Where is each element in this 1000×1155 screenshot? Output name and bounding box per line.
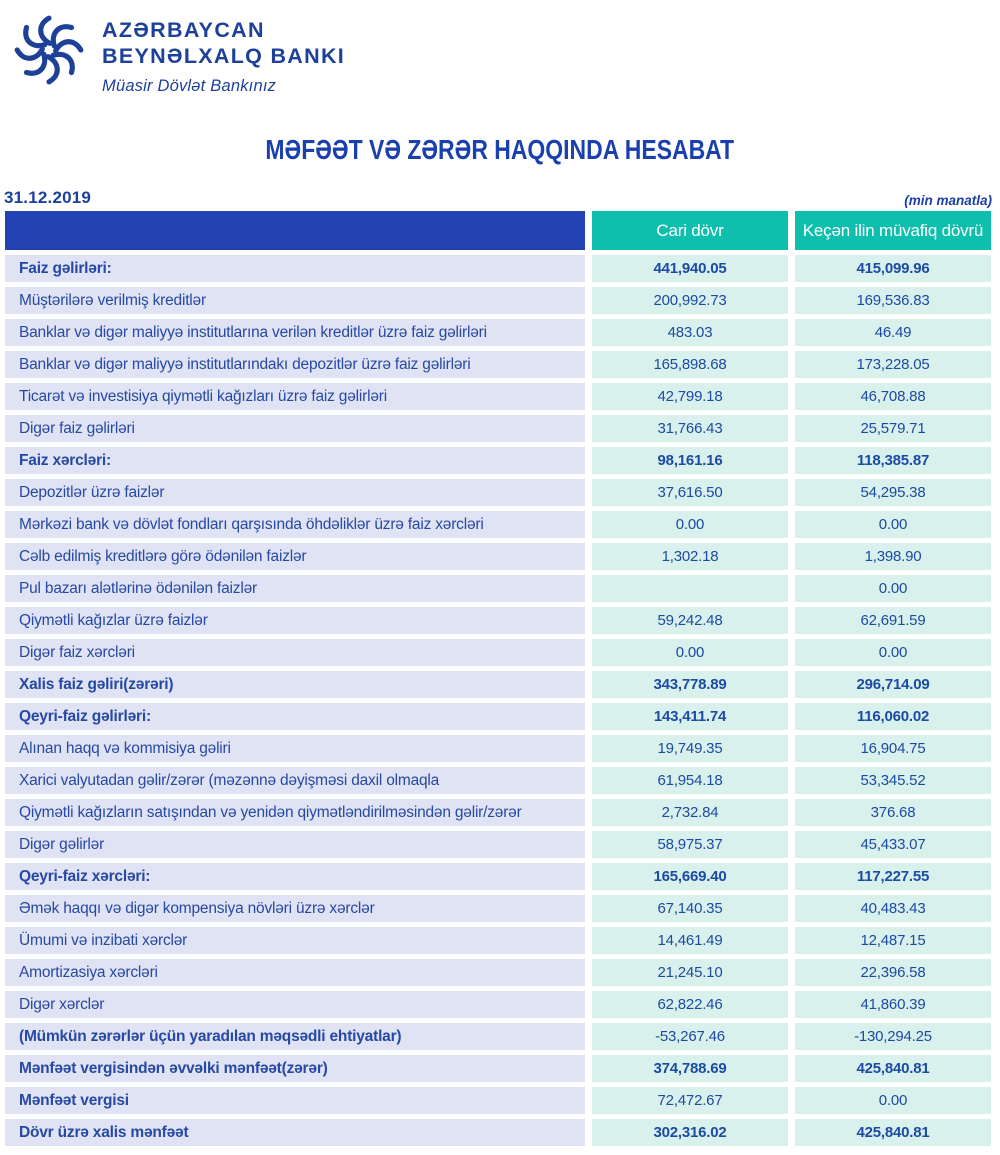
bank-name <box>102 18 345 70</box>
table-row <box>5 799 991 826</box>
bank-tagline: Müasir Dövlət Bankınız <box>102 76 277 95</box>
table-row <box>5 1087 991 1114</box>
row-label: Depozitlər üzrə faizlər <box>5 479 585 506</box>
table-row <box>5 735 991 762</box>
column-header-current: Cari dövr <box>592 211 788 250</box>
bank-logo-knot-icon <box>12 8 86 92</box>
row-label: Ümumi və inzibati xərclər <box>5 927 585 954</box>
row-value-previous: 16,904.75 <box>795 735 991 762</box>
table-body <box>5 255 991 1146</box>
row-value-current: 59,242.48 <box>592 607 788 634</box>
column-header-empty <box>5 211 585 250</box>
row-label: (Mümkün zərərlər üçün yaradılan məqsədli ehtiyatlar) <box>5 1023 585 1050</box>
table-row <box>5 671 991 698</box>
row-value-current: 72,472.67 <box>592 1087 788 1114</box>
table-row <box>5 255 991 282</box>
row-value-current: 37,616.50 <box>592 479 788 506</box>
row-value-previous: 46,708.88 <box>795 383 991 410</box>
row-label: Qiymətli kağızların satışından və yenidən qiymətləndirilməsindən gəlir/zərər <box>5 799 585 826</box>
row-value-current: 21,245.10 <box>592 959 788 986</box>
table-row <box>5 511 991 538</box>
row-value-previous: 116,060.02 <box>795 703 991 730</box>
row-value-current: 98,161.16 <box>592 447 788 474</box>
table-row <box>5 575 991 602</box>
row-label: Mərkəzi bank və dövlət fondları qarşısında öhdəliklər üzrə faiz xərcləri <box>5 511 585 538</box>
row-value-current: 0.00 <box>592 639 788 666</box>
row-value-current: 302,316.02 <box>592 1119 788 1146</box>
row-value-current: 42,799.18 <box>592 383 788 410</box>
table-row <box>5 479 991 506</box>
row-value-previous: 54,295.38 <box>795 479 991 506</box>
bank-name-line1: AZƏRBAYCAN <box>102 18 265 42</box>
row-value-previous: 1,398.90 <box>795 543 991 570</box>
row-label: Amortizasiya xərcləri <box>5 959 585 986</box>
row-value-previous: 0.00 <box>795 1087 991 1114</box>
table-row <box>5 927 991 954</box>
row-value-previous: 62,691.59 <box>795 607 991 634</box>
row-value-current: 200,992.73 <box>592 287 788 314</box>
row-value-current: 67,140.35 <box>592 895 788 922</box>
row-value-current: 14,461.49 <box>592 927 788 954</box>
row-value-current: 143,411.74 <box>592 703 788 730</box>
table-row <box>5 639 991 666</box>
row-value-previous: 25,579.71 <box>795 415 991 442</box>
row-label: Digər gəlirlər <box>5 831 585 858</box>
row-value-current: 19,749.35 <box>592 735 788 762</box>
row-value-current: 0.00 <box>592 511 788 538</box>
row-label: Banklar və digər maliyyə institutlarındakı depozitlər üzrə faiz gəlirləri <box>5 351 585 378</box>
table-row <box>5 991 991 1018</box>
table-row <box>5 383 991 410</box>
table-row <box>5 1119 991 1146</box>
row-value-current: 58,975.37 <box>592 831 788 858</box>
row-value-current: 343,778.89 <box>592 671 788 698</box>
row-label: Cəlb edilmiş kreditlərə görə ödənilən faizlər <box>5 543 585 570</box>
table-row <box>5 543 991 570</box>
row-value-previous: 415,099.96 <box>795 255 991 282</box>
row-value-current <box>592 575 788 602</box>
row-label: Faiz xərcləri: <box>5 447 585 474</box>
row-value-current: 31,766.43 <box>592 415 788 442</box>
row-label: Xarici valyutadan gəlir/zərər (məzənnə dəyişməsi daxil olmaqla <box>5 767 585 794</box>
row-value-previous: 40,483.43 <box>795 895 991 922</box>
table-row <box>5 287 991 314</box>
unit-note: (min manatla) <box>904 193 992 208</box>
table-row <box>5 831 991 858</box>
row-label: Xalis faiz gəliri(zərəri) <box>5 671 585 698</box>
row-value-current: 165,898.68 <box>592 351 788 378</box>
row-label: Digər xərclər <box>5 991 585 1018</box>
row-label: Dövr üzrə xalis mənfəət <box>5 1119 585 1146</box>
table-row <box>5 959 991 986</box>
row-value-previous: 0.00 <box>795 511 991 538</box>
row-label: Pul bazarı alətlərinə ödənilən faizlər <box>5 575 585 602</box>
row-label: Qiymətli kağızlar üzrə faizlər <box>5 607 585 634</box>
bank-name-line2: BEYNƏLXALQ BANKI <box>102 43 346 68</box>
row-label: Ticarət və investisiya qiymətli kağızları üzrə faiz gəlirləri <box>5 383 585 410</box>
row-value-current: -53,267.46 <box>592 1023 788 1050</box>
row-value-current: 441,940.05 <box>592 255 788 282</box>
row-label: Banklar və digər maliyyə institutlarına verilən kreditlər üzrə faiz gəlirləri <box>5 319 585 346</box>
row-label: Digər faiz xərcləri <box>5 639 585 666</box>
row-value-current: 61,954.18 <box>592 767 788 794</box>
row-label: Qeyri-faiz xərcləri: <box>5 863 585 890</box>
row-value-previous: 425,840.81 <box>795 1055 991 1082</box>
column-header-previous: Keçən ilin müvafiq dövrü <box>795 211 991 250</box>
row-label: Digər faiz gəlirləri <box>5 415 585 442</box>
row-value-previous: 22,396.58 <box>795 959 991 986</box>
row-value-previous: -130,294.25 <box>795 1023 991 1050</box>
row-value-previous: 45,433.07 <box>795 831 991 858</box>
table-row <box>5 607 991 634</box>
report-date: 31.12.2019 <box>4 188 92 207</box>
table-row <box>5 415 991 442</box>
table-row <box>5 767 991 794</box>
row-label: Qeyri-faiz gəlirləri: <box>5 703 585 730</box>
page-title: MƏFƏƏT VƏ ZƏRƏR HAQQINDA HESABAT <box>265 134 735 165</box>
row-value-previous: 425,840.81 <box>795 1119 991 1146</box>
row-value-current: 374,788.69 <box>592 1055 788 1082</box>
profit-loss-table <box>5 211 991 1151</box>
row-value-previous: 0.00 <box>795 639 991 666</box>
row-value-previous: 12,487.15 <box>795 927 991 954</box>
row-value-previous: 296,714.09 <box>795 671 991 698</box>
row-value-previous: 118,385.87 <box>795 447 991 474</box>
row-label: Əmək haqqı və digər kompensiya növləri üzrə xərclər <box>5 895 585 922</box>
table-row <box>5 1055 991 1082</box>
row-label: Mənfəət vergisindən əvvəlki mənfəət(zərər) <box>5 1055 585 1082</box>
row-value-previous: 117,227.55 <box>795 863 991 890</box>
row-value-previous: 46.49 <box>795 319 991 346</box>
table-row <box>5 895 991 922</box>
brand-text <box>102 8 345 96</box>
row-value-previous: 376.68 <box>795 799 991 826</box>
table-row <box>5 703 991 730</box>
row-value-previous: 53,345.52 <box>795 767 991 794</box>
row-value-previous: 0.00 <box>795 575 991 602</box>
row-value-current: 62,822.46 <box>592 991 788 1018</box>
row-value-previous: 41,860.39 <box>795 991 991 1018</box>
row-value-current: 483.03 <box>592 319 788 346</box>
row-label: Mənfəət vergisi <box>5 1087 585 1114</box>
table-row <box>5 1023 991 1050</box>
row-value-current: 165,669.40 <box>592 863 788 890</box>
table-row <box>5 863 991 890</box>
row-label: Müştərilərə verilmiş kreditlər <box>5 287 585 314</box>
row-label: Faiz gəlirləri: <box>5 255 585 282</box>
row-label: Alınan haqq və kommisiya gəliri <box>5 735 585 762</box>
brand-header <box>12 8 345 96</box>
row-value-previous: 169,536.83 <box>795 287 991 314</box>
table-header-row <box>5 211 991 250</box>
table-row <box>5 351 991 378</box>
table-row <box>5 319 991 346</box>
row-value-previous: 173,228.05 <box>795 351 991 378</box>
table-row <box>5 447 991 474</box>
row-value-current: 1,302.18 <box>592 543 788 570</box>
row-value-current: 2,732.84 <box>592 799 788 826</box>
